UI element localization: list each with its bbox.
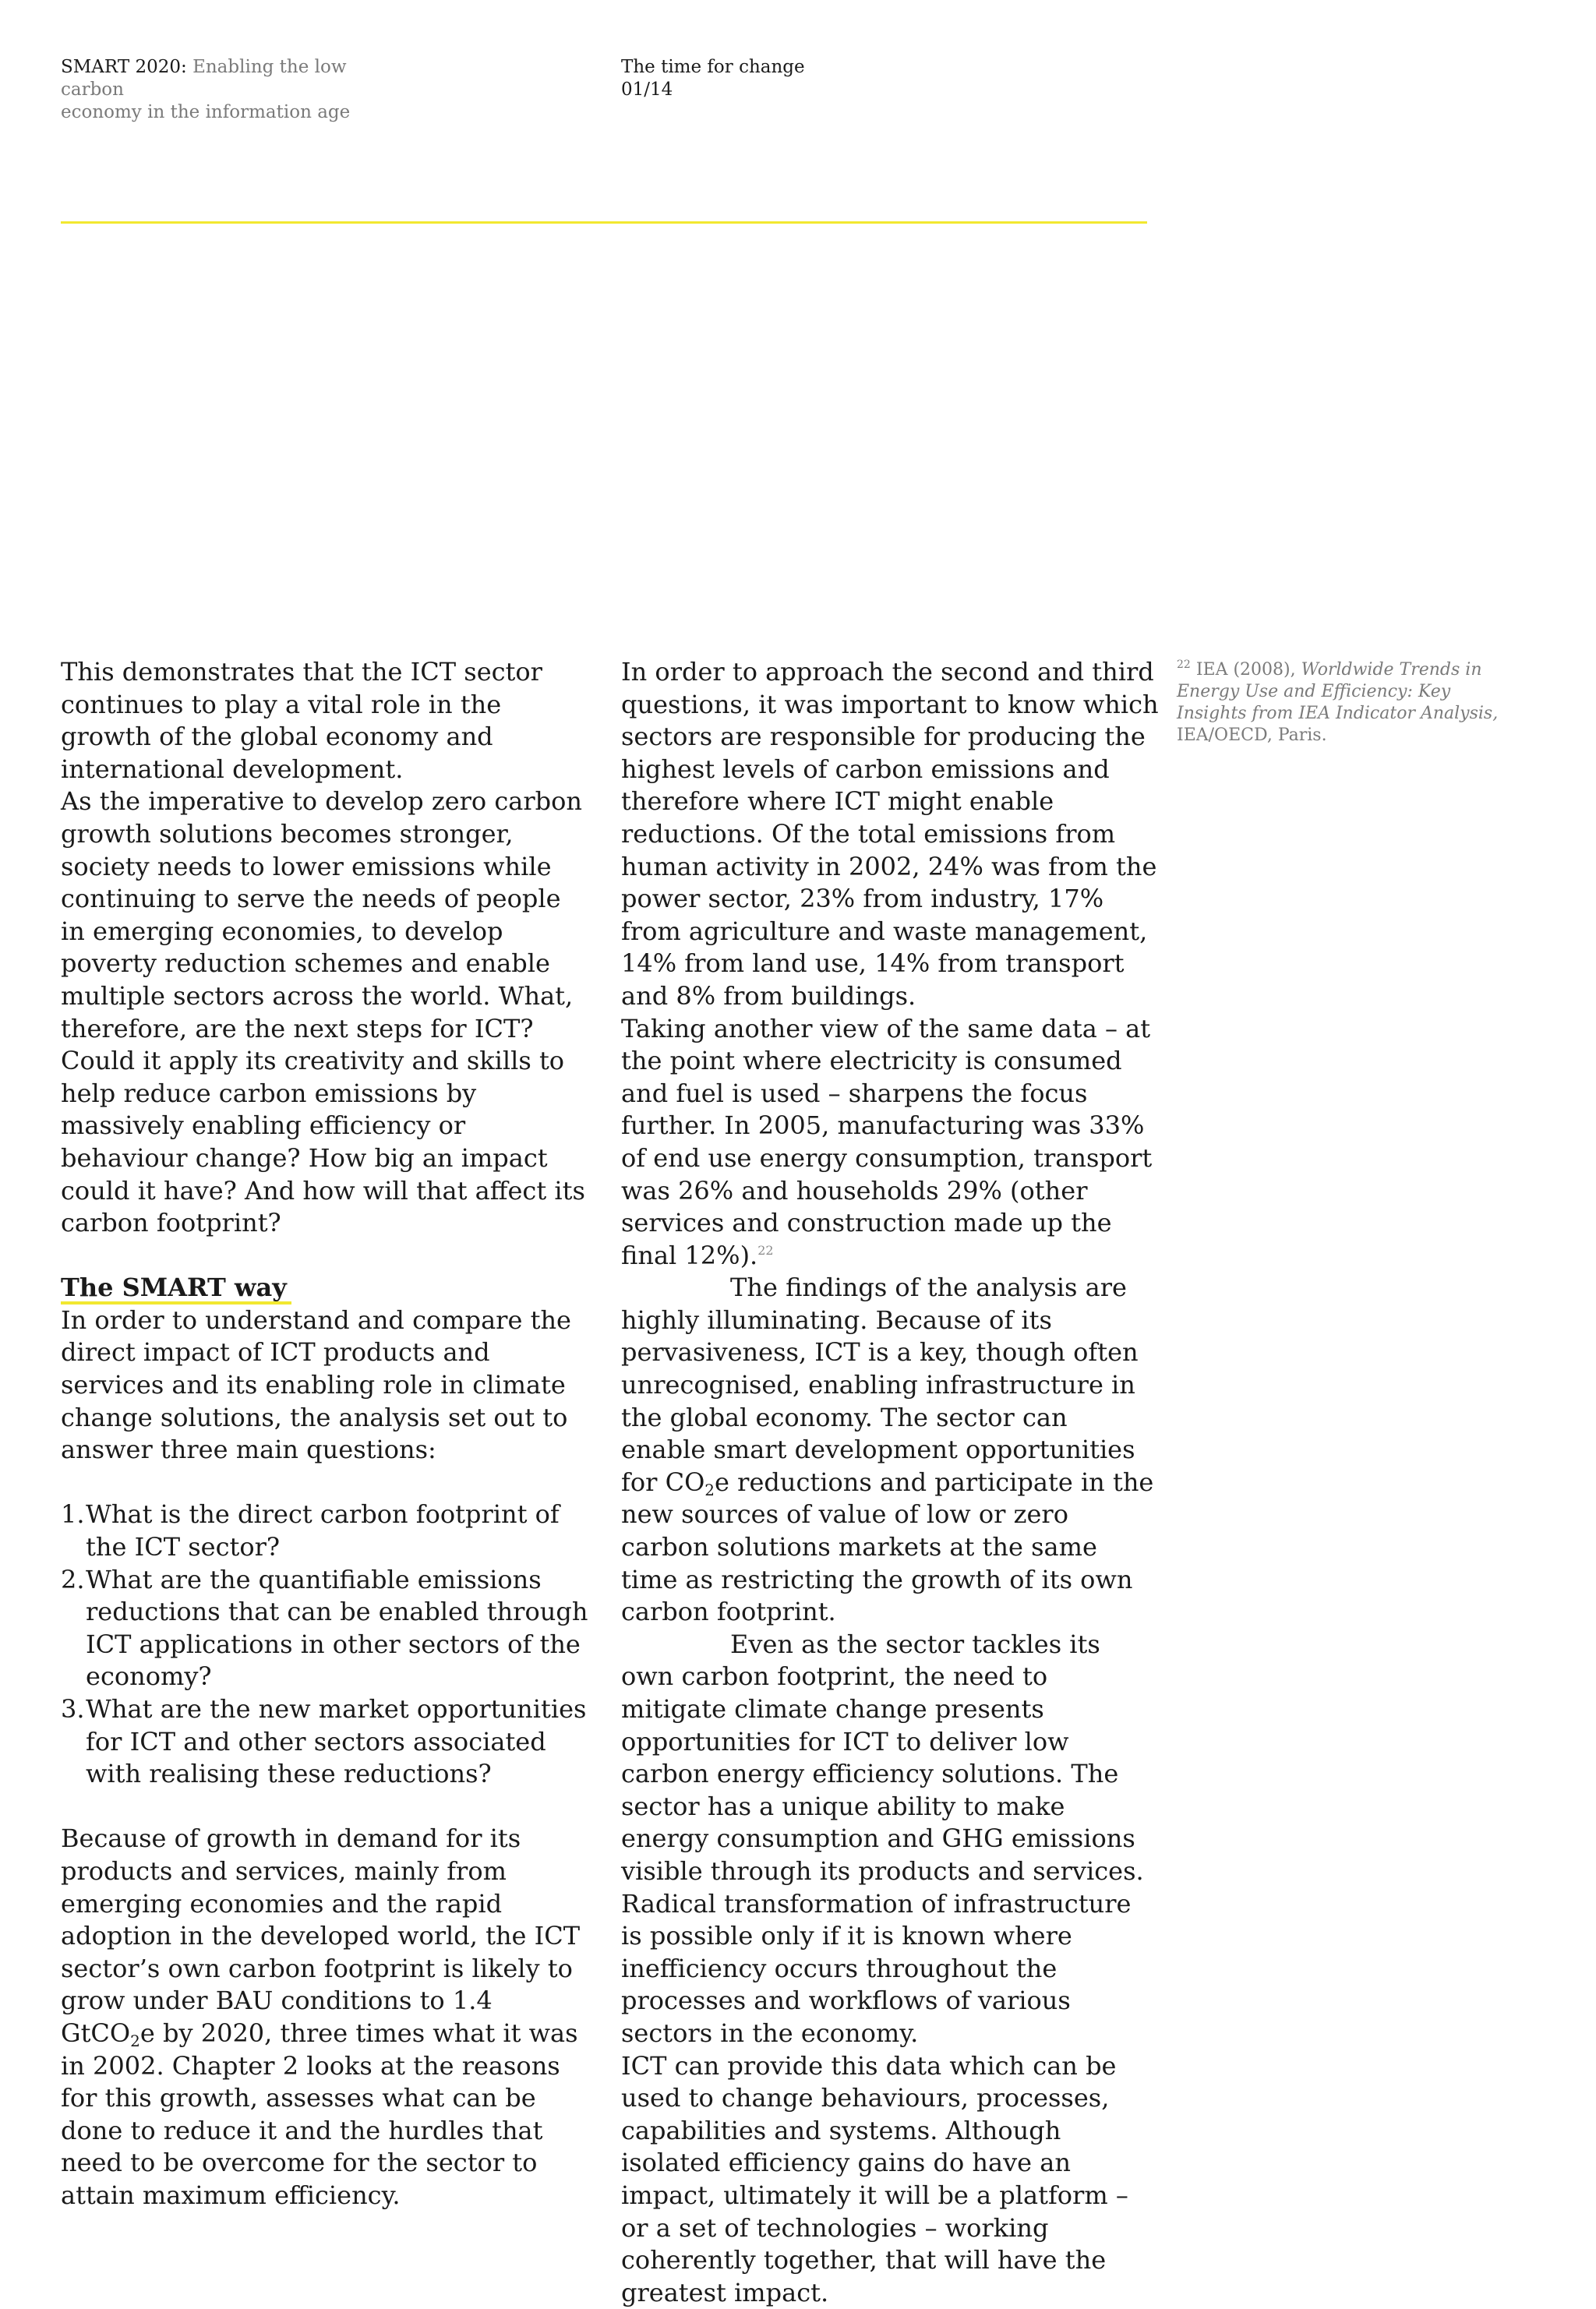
right-paragraph-5: ICT can provide this data which can be used to change behaviours, processes, capabilities and systems. Although isolated efficiency gains do have an impact, ultimately it will be a platform – or a set of technologies – working coherently together, that will have the greatest impact. [621, 2050, 1128, 2307]
list-item [61, 1564, 591, 1693]
section-heading-smart-way: The SMART way [61, 1273, 291, 1305]
list-item-text: What are the quantifiable emissions reductions that can be enabled through ICT applications in other sectors of the economy? [86, 1564, 588, 1692]
footnote-reference: 22 [757, 1242, 774, 1258]
report-subtitle-line2: economy in the information age [61, 102, 351, 122]
left-paragraph-2: As the imperative to develop zero carbon growth solutions becomes stronger, society needs to lower emissions while continuing to serve the needs of people in emerging economies, to develop poverty reduction schemes and enable multiple sectors across the world. What, therefore, are the next steps for ICT? Could it apply its creativity and skills to help reduce carbon emissions by massively enabling efficiency or behaviour change? How big an impact could it have? And how will that affect its carbon footprint? [61, 786, 585, 1238]
text-run: e by 2020, three times what it was in 2002. Chapter 2 looks at the reasons for this growth, assesses what can be done to reduce it and the hurdles that need to be overcome for the sector to attain maximum efficiency. [61, 2018, 578, 2210]
right-paragraph-3 [621, 1272, 1159, 1629]
right-paragraph-1: In order to approach the second and third questions, it was important to know which sectors are responsible for producing the highest levels of carbon emissions and therefore where ICT might enable reductions. Of the total emissions from human activity in 2002, 24% was from the power sector, 23% from industry, 17% from agriculture and waste management, 14% from land use, 14% from transport and 8% from buildings. [621, 657, 1159, 1011]
paragraph-gap [61, 1240, 591, 1273]
yellow-divider-rule [61, 221, 1147, 224]
right-paragraph-4 [621, 1629, 1159, 2050]
page-number: 01/14 [621, 79, 673, 100]
text-run: e reductions and participate in the new sources of value of low or zero carbon solutions markets at the same time as restricting the growth of its own carbon footprint. [621, 1467, 1154, 1627]
subscript-2: 2 [704, 1480, 715, 1499]
list-item-number: 3. [61, 1694, 85, 1724]
left-paragraph-1: This demonstrates that the ICT sector continues to play a vital role in the growth of the global economy and international development. [61, 657, 542, 784]
left-text-column [61, 656, 591, 2212]
right-text-column [621, 656, 1159, 2309]
chapter-title: The time for change [621, 57, 805, 77]
list-item-number: 2. [61, 1564, 85, 1594]
footnote-pre: IEA (2008), [1190, 660, 1301, 680]
sidenote-footnote-22 [1177, 659, 1520, 747]
right-paragraph-2 [621, 1013, 1159, 1273]
list-item-text: What are the new market opportunities for ICT and other sectors associated with realising these reductions? [86, 1694, 587, 1789]
footnote-title: Worldwide Trends in Energy Use and Efficiency: Key Insights from IEA Indicator Analysis, [1177, 660, 1499, 723]
footnote-post: IEA/OECD, Paris. [1177, 726, 1327, 745]
footnote-number: 22 [1177, 658, 1191, 671]
text-run: Because of growth in demand for its products and services, mainly from emerging economies and the rapid adoption in the developed world, the ICT sector’s own carbon footprint is likely to grow under BAU conditions to 1.4 GtCO [61, 1824, 581, 2048]
left-intro-paragraph: In order to understand and compare the direct impact of ICT products and services and its enabling role in climate change solutions, the analysis set out to answer three main questions: [61, 1305, 571, 1465]
paragraph-gap [61, 1791, 591, 1824]
list-item [61, 1693, 591, 1791]
questions-list [61, 1499, 591, 1790]
running-header-left [61, 56, 388, 124]
report-subtitle-line1: Enabling the low carbon [61, 57, 347, 100]
list-item-number: 1. [61, 1499, 85, 1530]
subscript-2: 2 [130, 2031, 140, 2050]
paragraph-gap [61, 1467, 591, 1499]
text-run: Taking another view of the same data – at the point where electricity is consumed and fuel is used – sharpens the focus further. In 2005, manufacturing was 33% of end use energy consumption, transport was 26% and households 29% (other services and construction made up the final 12%). [621, 1013, 1153, 1270]
left-paragraph-3 [61, 1823, 591, 2212]
list-item [61, 1499, 591, 1563]
text-run: Even as the sector tackles its own carbon footprint, the need to mitigate climate change presents opportunities for ICT to deliver low carbon energy efficiency solutions. The sector has a unique ability to make energy consumption and GHG emissions visible through its products and services. Radical transformation of infrastructure is possible only if it is known where inefficiency occurs throughout the processes and workflows of various sectors in the economy. [621, 1629, 1144, 2048]
list-item-text: What is the direct carbon footprint of the ICT sector? [86, 1499, 560, 1562]
running-header-right [621, 56, 948, 101]
section-heading-wrap [61, 1272, 591, 1305]
report-title-bold: SMART 2020: [61, 57, 187, 77]
text-run: The findings of the analysis are highly illuminating. Because of its pervasiveness, ICT is a key, though often unrecognised, enabling infrastructure in the global economy. The sector can enable smart development opportunities for CO [621, 1273, 1139, 1497]
